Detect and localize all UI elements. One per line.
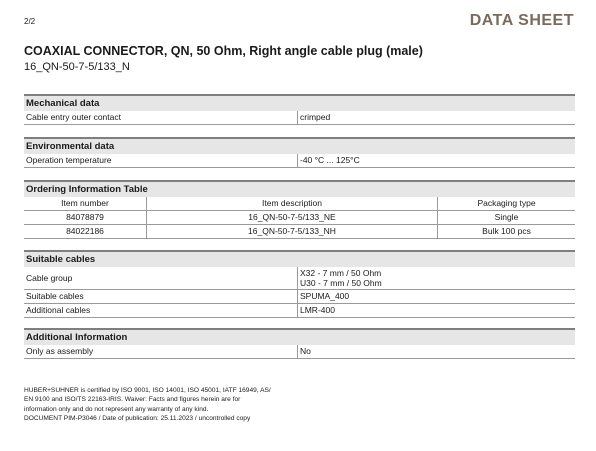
row-value: crimped [300,112,331,122]
footer-disclaimer [24,386,304,424]
page-number: 2/2 [24,17,36,26]
section-heading: Ordering Information Table [24,180,575,197]
section-heading: Additional Information [24,328,575,345]
row-label: Operation temperature [24,154,298,167]
item-number-cell: 84022186 [24,225,147,238]
cable-group-value: U30 - 7 mm / 50 Ohm [300,278,382,288]
row-value: SPUMA_400 [300,291,350,301]
row-label: Cable group [24,267,298,289]
cable-group-value: X32 - 7 mm / 50 Ohm [300,268,382,278]
environmental-data-section [24,137,575,168]
section-heading: Suitable cables [24,250,575,267]
table-row [24,267,575,290]
table-row [24,345,575,359]
row-label: Cable entry outer contact [24,111,298,124]
row-label: Additional cables [24,304,298,317]
item-number-cell: 84078879 [24,211,147,224]
footer-line: information only and do not represent any warranty of any kind. [24,405,209,413]
product-code: 16_QN-50-7-5/133_N [24,61,130,73]
footer-line: DOCUMENT PIM-P3046 / Date of publication: 25.11.2023 / uncontrolled copy [24,415,251,423]
item-description-cell: 16_QN-50-7-5/133_NE [147,211,438,224]
additional-information-section [24,328,575,359]
footer-line: HUBER+SUHNER is certified by ISO 9001, ISO 14001, ISO 45001, IATF 16949, AS/ [24,387,271,394]
column-header-item-description: Item description [147,197,438,210]
row-value: -40 °C ... 125°C [300,155,360,165]
suitable-cables-section [24,250,575,318]
table-row [24,211,575,225]
document-type-heading: DATA SHEET [469,12,574,29]
mechanical-data-section [24,94,575,125]
row-label: Only as assembly [24,345,298,358]
row-value: No [300,346,311,356]
row-value [298,267,575,289]
table-header-row [24,197,575,211]
packaging-type-cell: Single [494,212,519,222]
table-row [24,304,575,318]
ordering-information-section [24,180,575,239]
table-row [24,154,575,168]
column-header-packaging-type: Packaging type [477,198,536,208]
column-header-item-number: Item number [24,197,147,210]
table-row [24,225,575,239]
section-heading: Mechanical data [24,94,575,111]
row-label: Suitable cables [24,290,298,303]
table-row [24,290,575,304]
row-value: LMR-400 [300,305,335,315]
item-description-cell: 16_QN-50-7-5/133_NH [147,225,438,238]
packaging-type-cell: Bulk 100 pcs [482,226,531,236]
footer-line: EN 9100 and ISO/TS 22163-IRIS. Waiver: Facts and figures herein are for [24,396,241,404]
table-row [24,111,575,125]
product-title: COAXIAL CONNECTOR, QN, 50 Ohm, Right angle cable plug (male) [24,44,423,58]
section-heading: Environmental data [24,137,575,154]
